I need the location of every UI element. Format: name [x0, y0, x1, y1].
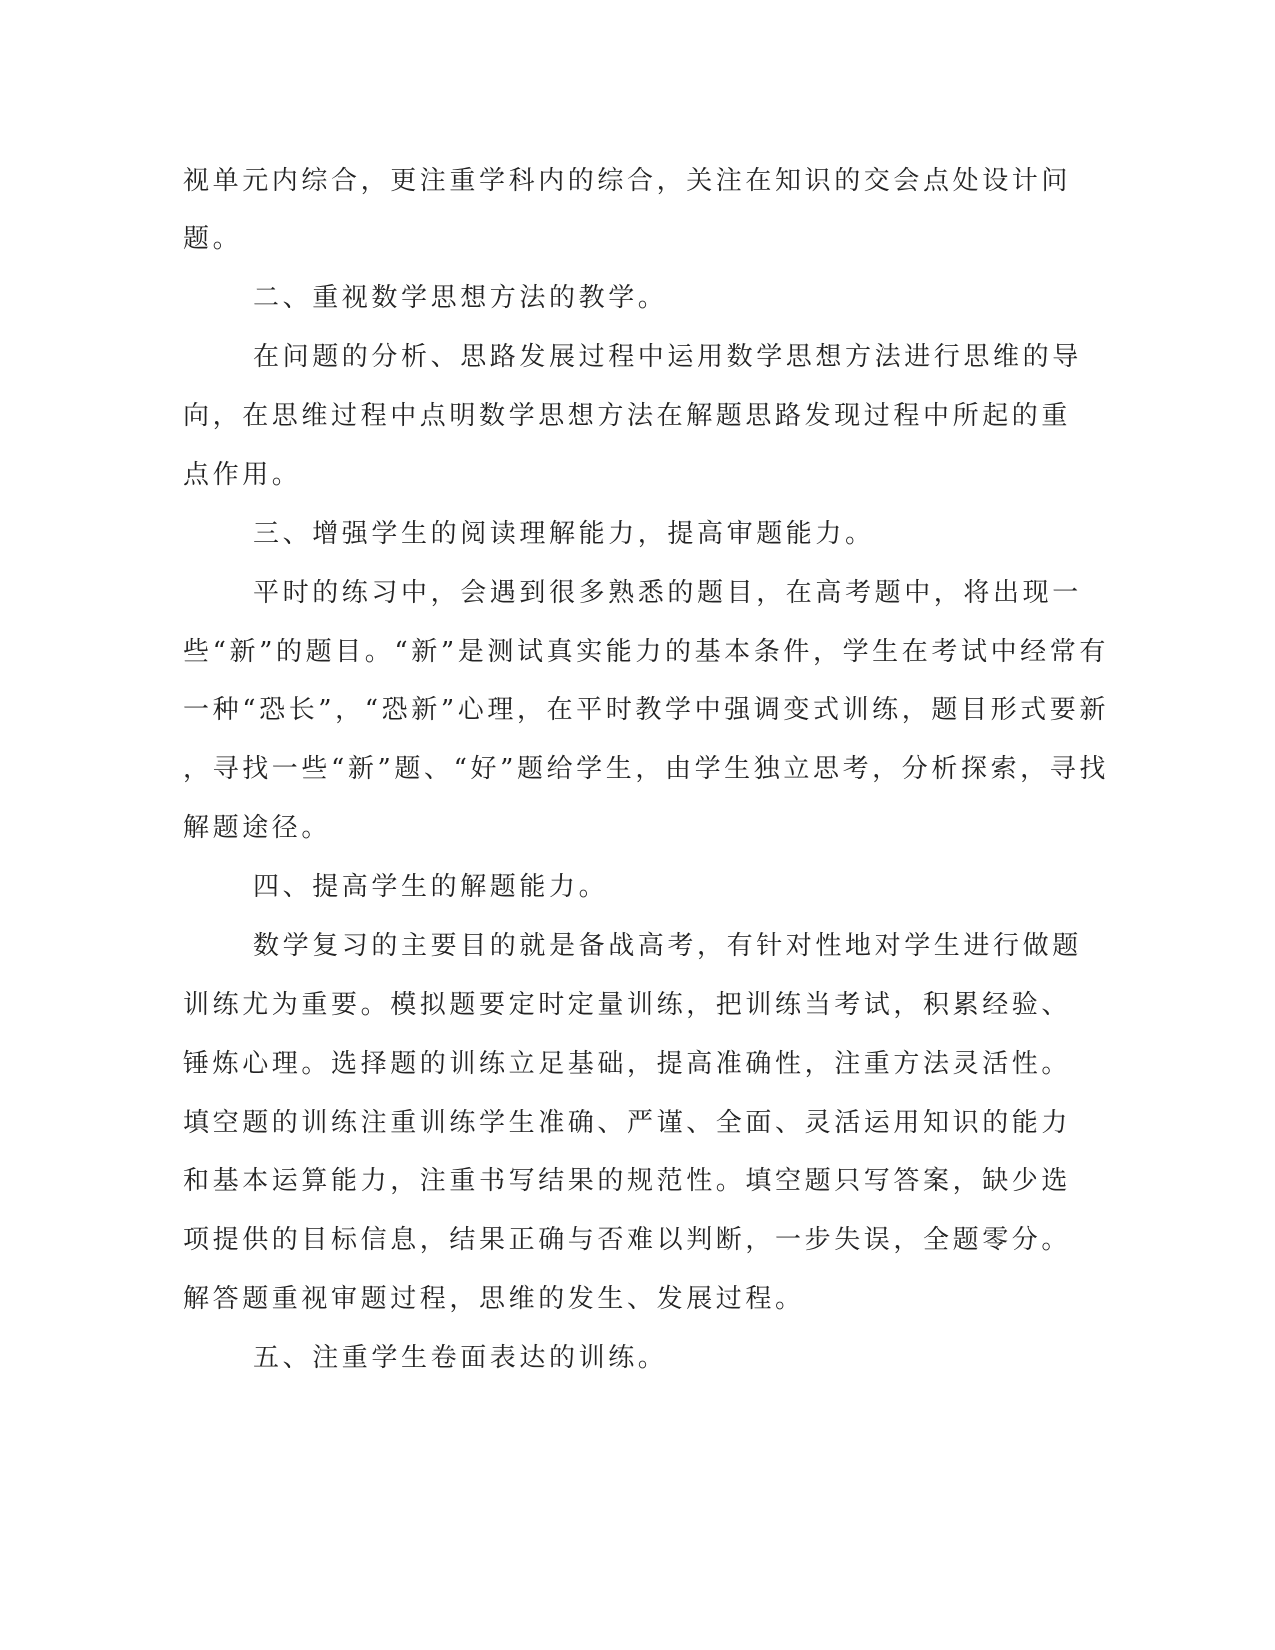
text-line: 填空题的训练注重训练学生准确、严谨、全面、灵活运用知识的能力	[183, 1108, 1072, 1138]
text-line: ，寻找一些“新”题、“好”题给学生，由学生独立思考，分析探索，寻找	[183, 754, 1109, 784]
text-line: 在问题的分析、思路发展过程中运用数学思想方法进行思维的导	[253, 342, 1082, 372]
text-line: 解题途径。	[183, 813, 332, 843]
section-heading: 五、注重学生卷面表达的训练。	[253, 1343, 668, 1373]
text-line: 题。	[183, 224, 243, 254]
text-line: 和基本运算能力，注重书写结果的规范性。填空题只写答案，缺少选	[183, 1166, 1072, 1196]
text-line: 项提供的目标信息，结果正确与否难以判断，一步失误，全题零分。	[183, 1225, 1072, 1255]
text-line: 平时的练习中，会遇到很多熟悉的题目，在高考题中，将出现一	[253, 578, 1082, 608]
section-heading: 四、提高学生的解题能力。	[253, 872, 609, 902]
text-line: 一种“恐长”，“恐新”心理，在平时教学中强调变式训练，题目形式要新	[183, 695, 1109, 725]
text-line: 解答题重视审题过程，思维的发生、发展过程。	[183, 1284, 805, 1314]
text-line: 向，在思维过程中点明数学思想方法在解题思路发现过程中所起的重	[183, 401, 1072, 431]
section-heading: 三、增强学生的阅读理解能力，提高审题能力。	[253, 519, 875, 549]
text-line: 些“新”的题目。“新”是测试真实能力的基本条件，学生在考试中经常有	[183, 637, 1109, 667]
text-line: 数学复习的主要目的就是备战高考，有针对性地对学生进行做题	[253, 931, 1082, 961]
text-line: 训练尤为重要。模拟题要定时定量训练，把训练当考试，积累经验、	[183, 990, 1072, 1020]
text-line: 点作用。	[183, 460, 302, 490]
section-heading: 二、重视数学思想方法的教学。	[253, 283, 668, 313]
text-line: 锤炼心理。选择题的训练立足基础，提高准确性，注重方法灵活性。	[183, 1049, 1072, 1079]
text-line: 视单元内综合，更注重学科内的综合，关注在知识的交会点处设计问	[183, 166, 1072, 196]
